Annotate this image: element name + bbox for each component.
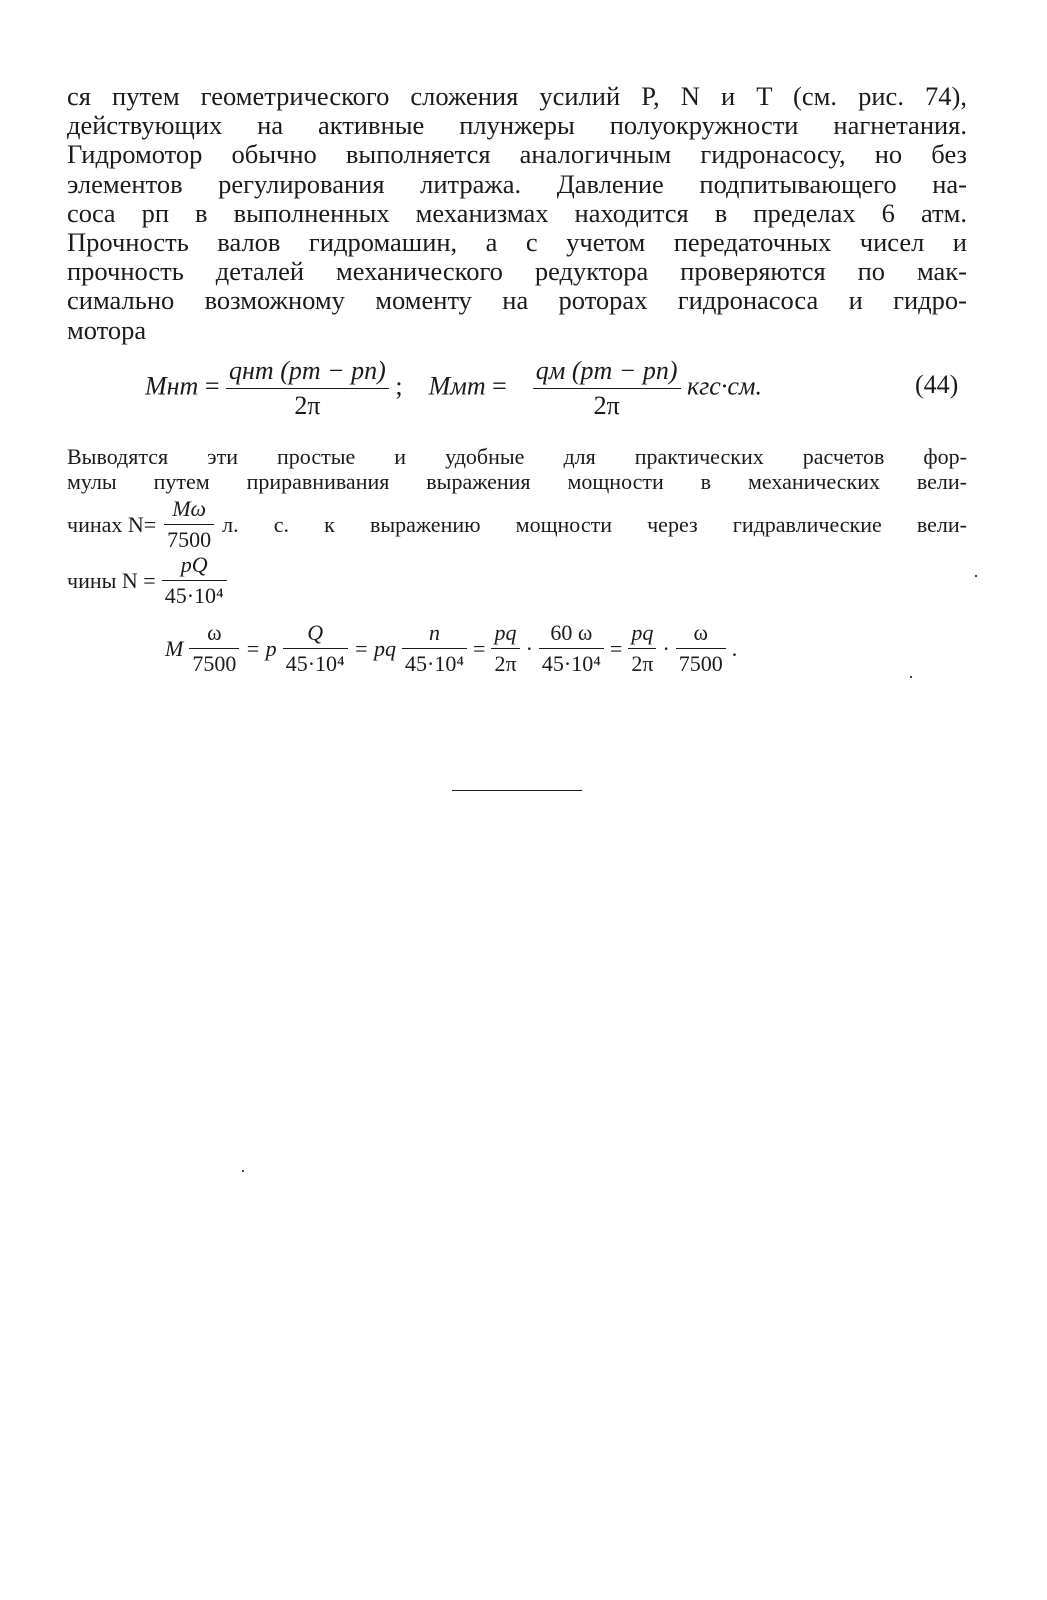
- fraction-numerator: Mω: [172, 496, 207, 521]
- equation-units: кгс·см.: [687, 371, 762, 401]
- equation-fraction-2: [533, 356, 681, 421]
- section-end-rule: [452, 790, 582, 791]
- term-pre: ·: [662, 635, 670, 661]
- line-suffix: л. с. к выражению мощности через гидравлические вели-: [222, 511, 967, 537]
- line-prefix: чинах N=: [67, 511, 157, 537]
- equation-final: [165, 620, 737, 677]
- paragraph-line: coca pп в выполненных механизмах находится в пределах 6 атм.: [67, 197, 967, 228]
- fraction-power-hydr: [162, 552, 227, 609]
- paragraph-line: Гидромотор обычно выполняется аналогичным гидронасосу, но без: [67, 139, 967, 170]
- term-fraction: $\frac{\omega}{7500}$: [676, 620, 726, 677]
- paragraph-1: [67, 82, 967, 345]
- term-fraction: $\frac{\omega}{7500}$: [189, 620, 239, 677]
- term-pre: =: [609, 635, 623, 661]
- term-pre: = p: [245, 635, 277, 661]
- speck: [242, 1170, 244, 1172]
- term-fraction: $\frac{n}{\text{45·10⁴}}$: [402, 620, 467, 677]
- term-pre: M: [165, 635, 184, 661]
- paragraph-line: мотора: [67, 314, 147, 345]
- paragraph-line: действующих на активные плунжеры полуокружности нагнетания.: [67, 110, 967, 141]
- term-fraction: $\frac{pq}{2\pi}$: [628, 620, 656, 677]
- term-fraction: $\frac{pq}{2\pi}$: [491, 620, 519, 677]
- fraction-numerator: pQ: [180, 552, 208, 577]
- fraction-power-mech: [164, 496, 214, 553]
- paragraph-line: мулы путем приравнивания выражения мощности в механических вели-: [67, 469, 967, 494]
- equation-lhs-2: Mмт =: [428, 371, 507, 401]
- paragraph-line: ся путем геометрического сложения усилий P, N и T (см. рис. 74),: [67, 81, 967, 111]
- equation-fraction-1: [226, 356, 389, 421]
- paragraph-line: прочность деталей механического редуктора проверяются по мак-: [67, 256, 967, 287]
- inline-formula-line: [67, 496, 967, 553]
- equation-end: .: [731, 635, 738, 661]
- term-pre: = pq: [353, 635, 397, 661]
- paragraph-line: элементов регулирования литража. Давление подпитывающего на-: [67, 168, 967, 199]
- paragraph-line: Прочность валов гидромашин, а с учетом передаточных чисел и: [67, 227, 967, 258]
- fraction-numerator: qнт (pт − pп): [229, 356, 386, 385]
- equation-44: [145, 356, 762, 421]
- term-pre: ·: [525, 635, 533, 661]
- equation-number: (44): [915, 370, 959, 399]
- fraction-denominator: 2π: [593, 391, 620, 420]
- fraction-denominator: 45·10⁴: [164, 583, 224, 608]
- paragraph-line: Выводятся эти простые и удобные для практических расчетов фор-: [67, 444, 967, 469]
- term-pre: =: [473, 635, 486, 661]
- equation-lhs-1: Mнт =: [145, 371, 220, 401]
- term-fraction: $\frac{60 \omega}{\text{45·10⁴}}$: [539, 620, 604, 677]
- equation-separator: ;: [395, 371, 403, 401]
- fraction-numerator: qм (pт − pп): [535, 356, 678, 385]
- line-prefix: чины N =: [67, 567, 156, 593]
- paragraph-line: симально возможному моменту на роторах гидронасоса и гидро-: [67, 285, 967, 316]
- fraction-denominator: 2π: [294, 391, 321, 420]
- fraction-denominator: 7500: [167, 527, 212, 552]
- paragraph-2: [67, 444, 967, 494]
- inline-formula-line: [67, 552, 233, 609]
- term-fraction: $\frac{Q}{\text{45·10⁴}}$: [283, 620, 348, 677]
- speck: [975, 575, 977, 577]
- speck: [910, 676, 912, 678]
